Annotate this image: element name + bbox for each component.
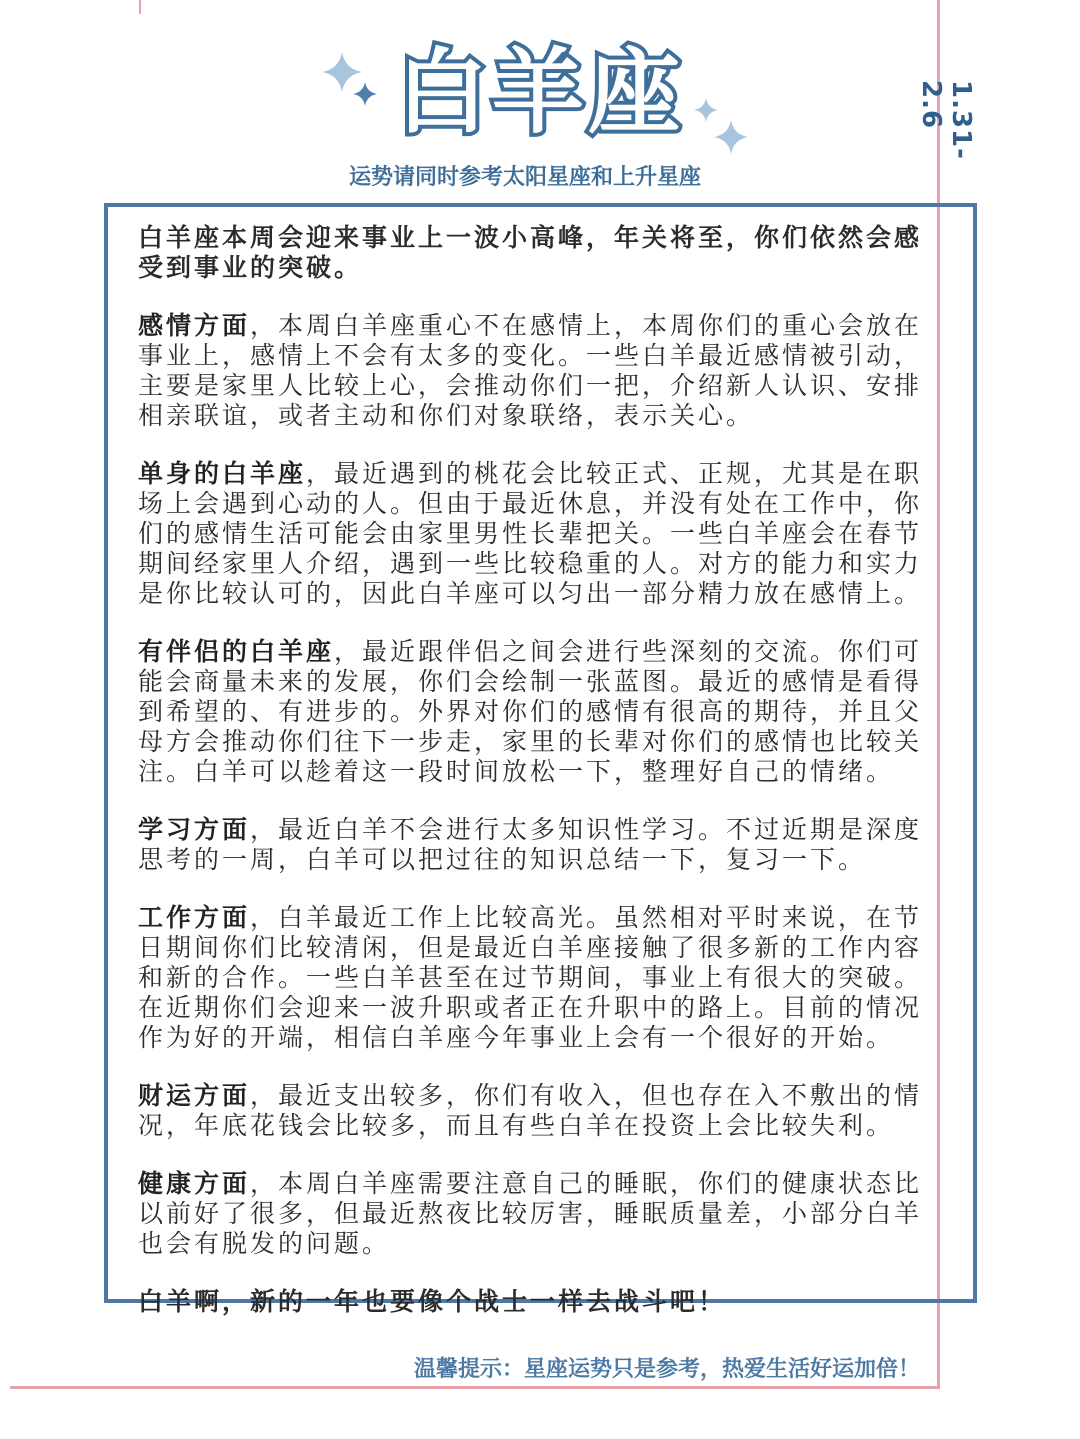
date-range: 1.31-2.6: [916, 80, 976, 160]
footer-tip: 温馨提示：星座运势只是参考，热爱生活好运加倍！: [413, 1357, 920, 1382]
section-label: 单身的白羊座: [138, 459, 307, 488]
closing-paragraph: 白羊啊，新的一年也要像个战士一样去战斗吧！: [138, 1287, 727, 1316]
content-frame: [104, 203, 977, 1316]
section-label: 感情方面: [138, 311, 251, 340]
horoscope-text: [138, 223, 924, 1345]
section-label: 工作方面: [138, 903, 251, 932]
section-single: [138, 459, 924, 609]
section-label: 有伴侣的白羊座: [138, 637, 335, 666]
section-love: [138, 311, 924, 431]
section-health: [138, 1169, 924, 1259]
section-text: ，最近支出较多，你们有收入，但也存在入不敷出的情况，年底花钱会比较多，而且有些白羊在投资上会比较失利。: [138, 1081, 923, 1140]
frame-bottom-line: [10, 1386, 940, 1389]
section-text: ，最近跟伴侣之间会进行些深刻的交流。你们可能会商量未来的发展，你们会绘制一张蓝图。最近的感情是看得到希望的、有进步的。外界对你们的感情有很高的期待，并且父母方会推动你们往下一步走，家里的长辈对你们的感情也比较关注。白羊可以趁着这一段时间放松一下，整理好自己的情绪。: [138, 637, 923, 786]
section-label: 学习方面: [138, 815, 251, 844]
section-text: ，白羊最近工作上比较高光。虽然相对平时来说，在节日期间你们比较清闲，但是最近白羊座接触了很多新的工作内容和新的合作。一些白羊甚至在过节期间，事业上有很大的突破。在近期你们会迎来一波升职或者正在升职中的路上。目前的情况作为好的开端，相信白羊座今年事业上会有一个很好的开始。: [138, 903, 923, 1052]
section-label: 财运方面: [138, 1081, 251, 1110]
section-couple: [138, 637, 924, 787]
section-work: [138, 903, 924, 1053]
section-study: [138, 815, 924, 875]
intro-paragraph: 白羊座本周会迎来事业上一波小高峰，年关将至，你们依然会感受到事业的突破。: [138, 223, 923, 282]
section-wealth: [138, 1081, 924, 1141]
page-title: 白羊座: [395, 39, 684, 146]
section-text: ，最近白羊不会进行太多知识性学习。不过近期是深度思考的一周，白羊可以把过往的知识总结一下，复习一下。: [138, 815, 923, 874]
section-text: ，本周白羊座重心不在感情上，本周你们的重心会放在事业上，感情上不会有太多的变化。一些白羊最近感情被引动，主要是家里人比较上心，会推动你们一把，介绍新人认识、安排相亲联谊，或者主动和你们对象联络，表示关心。: [138, 311, 923, 430]
section-text: ，最近遇到的桃花会比较正式、正规，尤其是在职场上会遇到心动的人。但由于最近休息，并没有处在工作中，你们的感情生活可能会由家里男性长辈把关。一些白羊座会在春节期间经家里人介绍，遇到一些比较稳重的人。对方的能力和实力是你比较认可的，因此白羊座可以匀出一部分精力放在感情上。: [138, 459, 923, 608]
section-text: ，本周白羊座需要注意自己的睡眠，你们的健康状态比以前好了很多，但最近熬夜比较厉害，睡眠质量差，小部分白羊也会有脱发的问题。: [138, 1169, 923, 1258]
section-label: 健康方面: [138, 1169, 251, 1198]
subtitle: 运势请同时参考太阳星座和上升星座: [348, 165, 701, 190]
frame-top-tick: [139, 0, 141, 14]
